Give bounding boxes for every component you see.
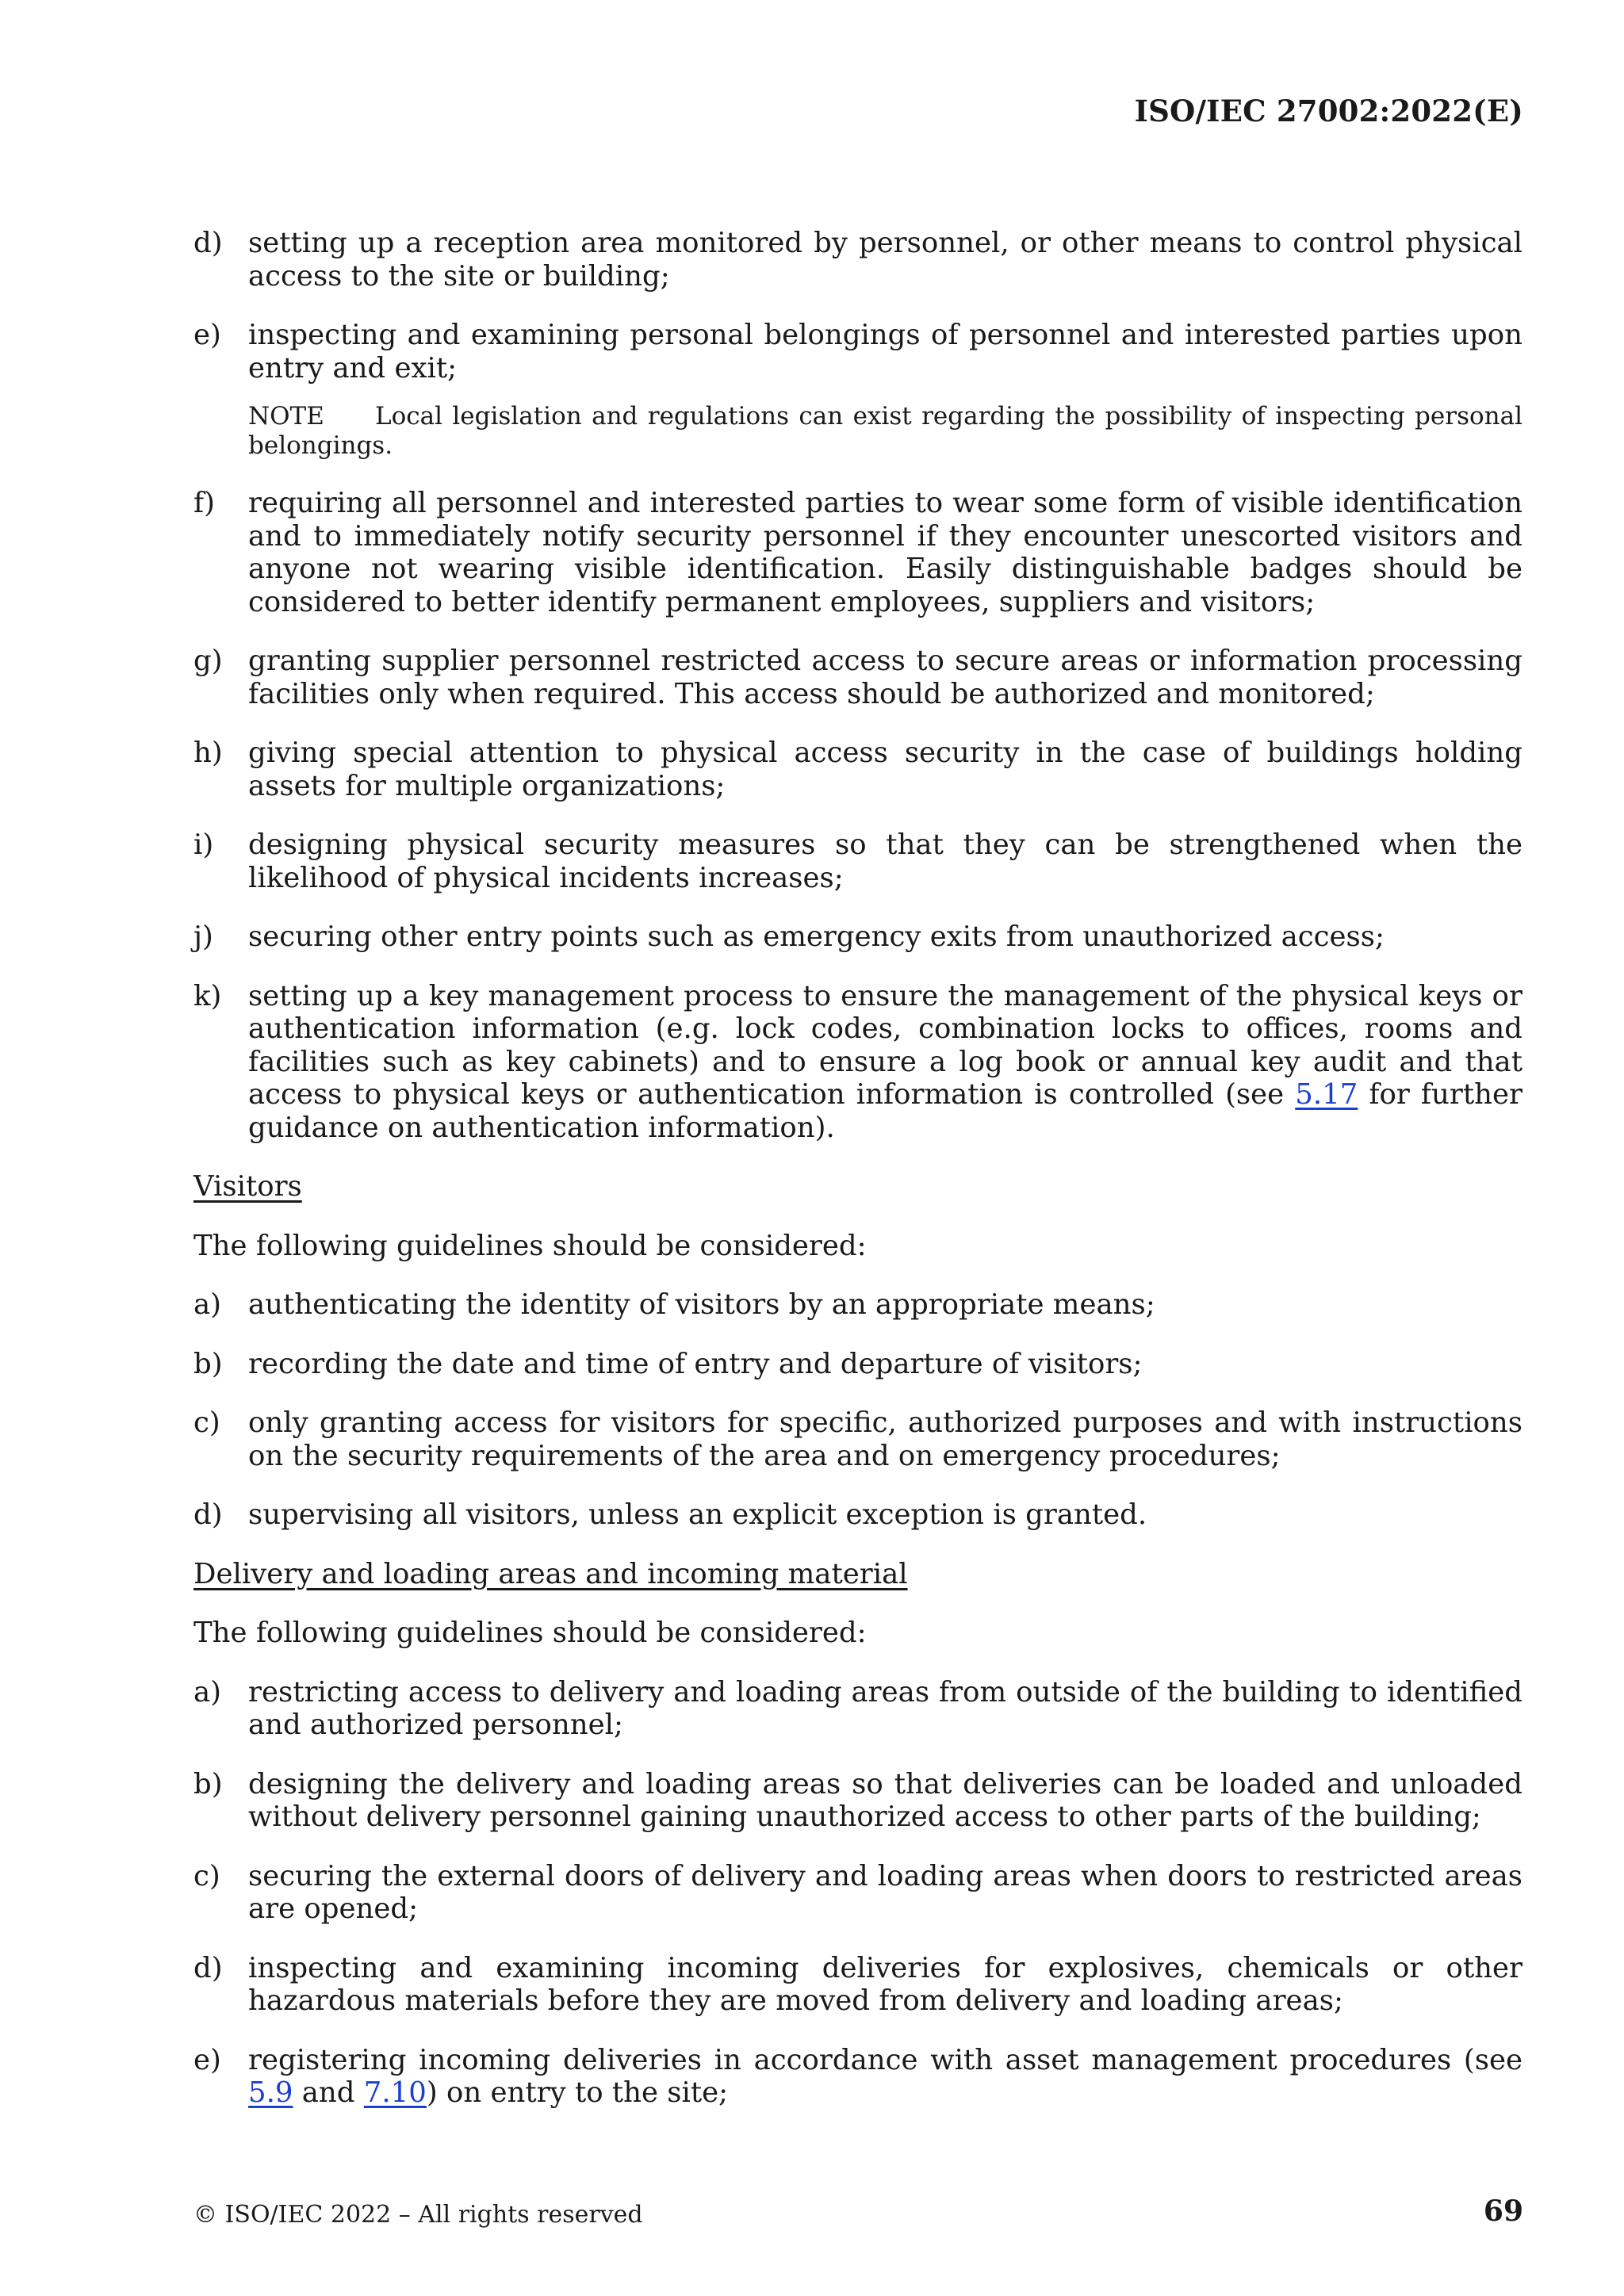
list-item-label: e) — [193, 2043, 221, 2076]
list-item — [193, 487, 1522, 618]
document-code: ISO/IEC 27002:2022(E) — [1134, 94, 1523, 128]
list-item-text: setting up a reception area monitored by personnel, or other means to control physical access to the site or building; — [248, 227, 1522, 293]
note-label: NOTE — [248, 402, 324, 430]
list-item-text: designing physical security measures so that they can be strengthened when the likelihood of physical incidents increases; — [248, 828, 1522, 894]
list-item-text: restricting access to delivery and loading areas from outside of the building to identified and authorized personnel; — [248, 1675, 1522, 1741]
text-segment: registering incoming deliveries in accordance with asset management procedures (see — [248, 2043, 1522, 2076]
list-item-label: d) — [193, 227, 223, 259]
list-item-text: recording the date and time of entry and departure of visitors; — [248, 1347, 1143, 1380]
list-item-label: d) — [193, 1498, 223, 1531]
list-item-label: a) — [193, 1288, 222, 1321]
list-item-label: f) — [193, 487, 215, 519]
list-item-text: giving special attention to physical access security in the case of buildings holding assets for multiple organizations; — [248, 737, 1522, 802]
list-item-label: b) — [193, 1767, 223, 1800]
list-item-label: i) — [193, 828, 214, 861]
list-item-label: g) — [193, 645, 223, 677]
list-item — [193, 1860, 1522, 1926]
reference-link-5-17[interactable]: 5.17 — [1295, 1078, 1358, 1111]
list-item-text: authenticating the identity of visitors by an appropriate means; — [248, 1288, 1155, 1321]
list-item-text: securing other entry points such as emergency exits from unauthorized access; — [248, 920, 1385, 953]
list-item — [193, 1676, 1522, 1742]
page-number: 69 — [1483, 2195, 1523, 2228]
note-text: Local legislation and regulations can exist regarding the possibility of inspecting personal belongings. — [248, 402, 1522, 460]
list-item-label: e) — [193, 319, 221, 351]
list-item — [193, 319, 1522, 385]
section-heading-delivery: Delivery and loading areas and incoming material — [193, 1557, 908, 1590]
list-item-text: requiring all personnel and interested parties to wear some form of visible identification and to immediately notify security personnel if they encounter unescorted visitors and anyone not wearing visible identification. Easily distinguishable badges should be considered to better identify permanent employees, suppliers and visitors; — [248, 487, 1522, 618]
list-item-text: designing the delivery and loading areas so that deliveries can be loaded and unloaded without delivery personnel gaining unauthorized access to other parts of the building; — [248, 1767, 1522, 1833]
list-item-text: supervising all visitors, unless an explicit exception is granted. — [248, 1498, 1147, 1531]
list-item — [193, 920, 1522, 954]
reference-link-7-10[interactable]: 7.10 — [363, 2076, 427, 2109]
list-item — [193, 1952, 1522, 2018]
list-item-label: h) — [193, 737, 223, 769]
list-item — [193, 737, 1522, 802]
list-item-text: inspecting and examining personal belongings of personnel and interested parties upon entry and exit; — [248, 319, 1522, 385]
list-item-label: j) — [193, 920, 213, 953]
list-item-label: c) — [193, 1859, 220, 1892]
list-item — [193, 1406, 1522, 1472]
list-item-label: d) — [193, 1951, 223, 1984]
text-segment: ) on entry to the site; — [426, 2076, 729, 2109]
section-intro: The following guidelines should be considered: — [193, 1229, 867, 1262]
list-item-text: securing the external doors of delivery and loading areas when doors to restricted areas are opened; — [248, 1859, 1522, 1925]
list-item-text — [248, 980, 1522, 1145]
list-item — [193, 1288, 1522, 1322]
list-item-text: granting supplier personnel restricted access to secure areas or information processing facilities only when required. This access should be authorized and monitored; — [248, 645, 1522, 710]
section-intro: The following guidelines should be considered: — [193, 1617, 867, 1649]
list-item — [193, 980, 1522, 1145]
page-body — [193, 227, 1522, 2136]
list-item — [193, 2044, 1522, 2110]
list-item-text — [248, 2044, 1522, 2110]
section-heading-visitors: Visitors — [193, 1170, 302, 1203]
list-item-label: c) — [193, 1406, 220, 1439]
copyright-notice: © ISO/IEC 2022 – All rights reserved — [193, 2201, 643, 2229]
text-segment: setting up a key management process to ensure the management of the physical keys or authentication information (e.g. lock codes, combination locks to offices, rooms and facilities such as key cabinets) and to ensure a log book or annual key audit and that access to physical keys or authentication information is controlled (see — [248, 979, 1522, 1111]
note — [248, 402, 1522, 461]
list-item-text: only granting access for visitors for specific, authorized purposes and with instructions on the security requirements of the area and on emergency procedures; — [248, 1406, 1522, 1472]
list-item-text: inspecting and examining incoming deliveries for explosives, chemicals or other hazardous materials before they are moved from delivery and loading areas; — [248, 1951, 1522, 2017]
list-item-label: a) — [193, 1675, 222, 1709]
list-item — [193, 645, 1522, 710]
text-segment: for further guidance on authentication information). — [248, 1078, 1522, 1144]
list-item — [193, 227, 1522, 293]
list-item — [193, 1498, 1522, 1532]
list-item — [193, 1348, 1522, 1381]
list-item — [193, 1768, 1522, 1834]
reference-link-5-9[interactable]: 5.9 — [248, 2076, 293, 2109]
list-item — [193, 828, 1522, 894]
list-item-label: b) — [193, 1347, 223, 1380]
text-segment: and — [293, 2076, 364, 2109]
list-item-label: k) — [193, 979, 222, 1012]
